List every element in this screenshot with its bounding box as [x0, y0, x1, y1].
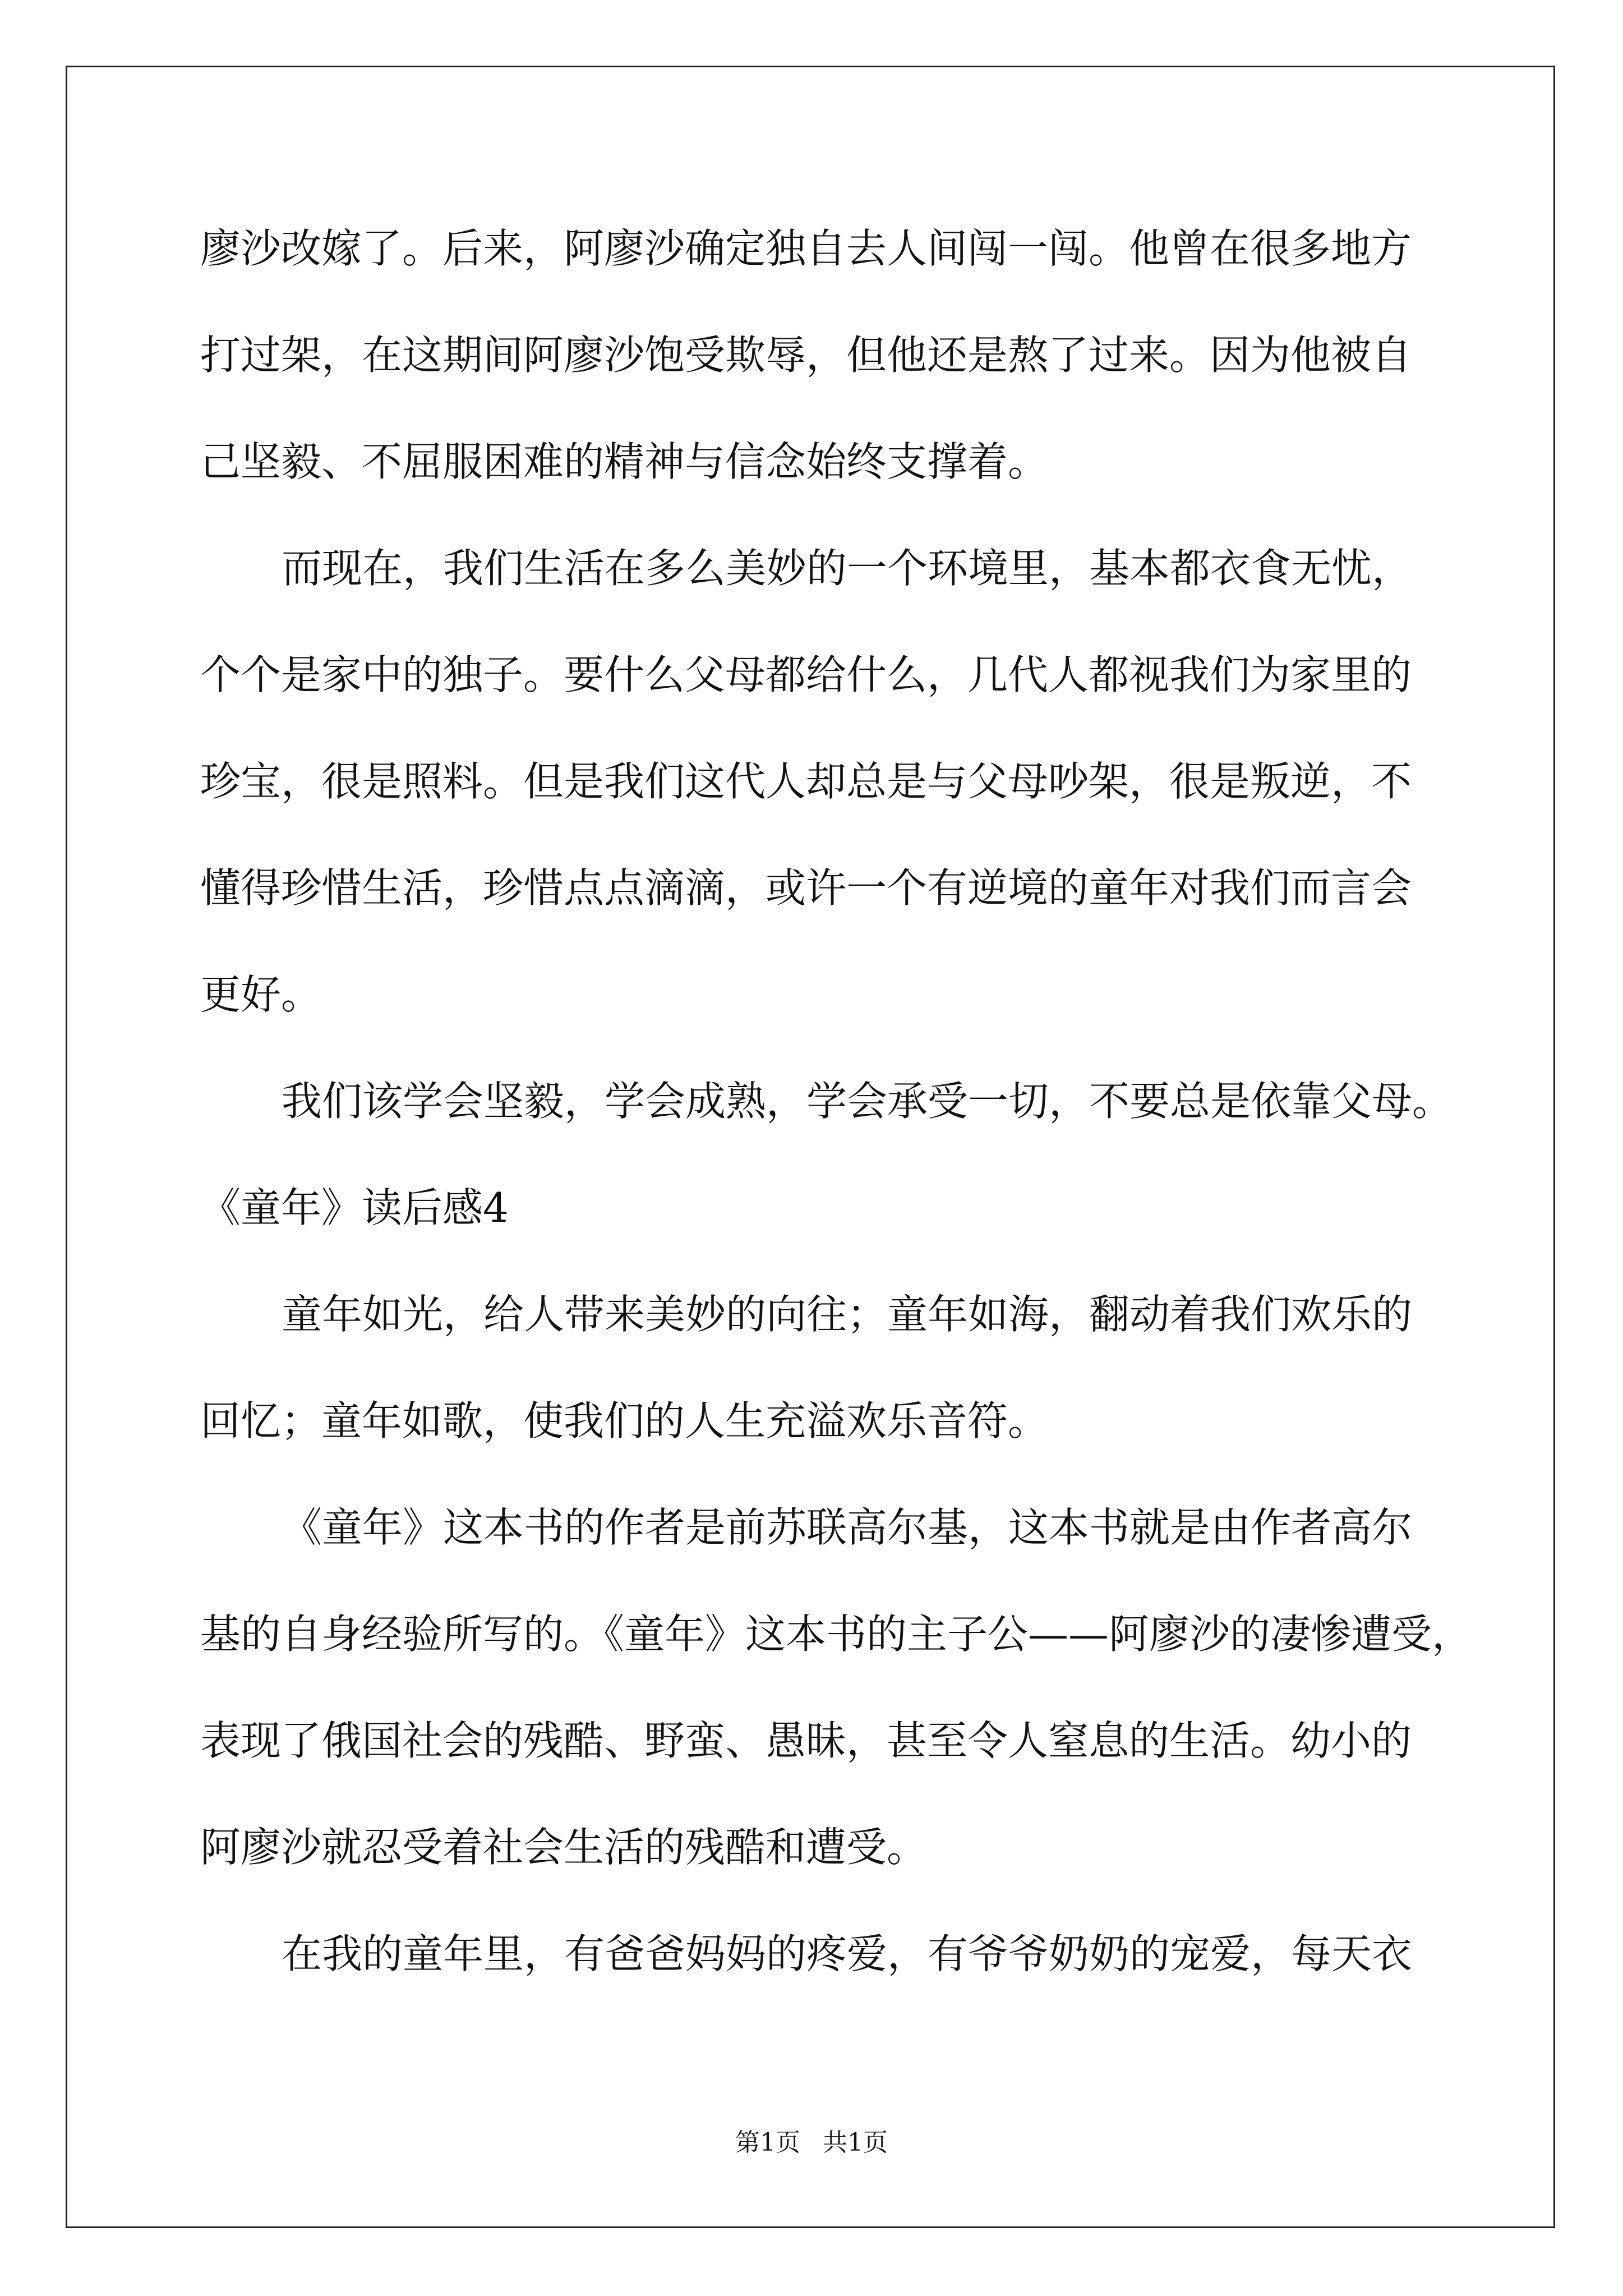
text-line: 而现在，我们生活在多么美妙的一个环境里，基本都衣食无忧，: [282, 545, 1413, 592]
text-line: 阿廖沙就忍受着社会生活的残酷和遭受。: [200, 1824, 928, 1871]
text-line: 懂得珍惜生活，珍惜点点滴滴，或许一个有逆境的童年对我们而言会: [200, 864, 1412, 912]
page-total: 共1页: [823, 2128, 888, 2157]
paragraph: [200, 1474, 1507, 1901]
page-footer: [0, 2126, 1623, 2160]
page-number: 第1页: [735, 2128, 800, 2157]
text-line: 廖沙改嫁了。后来，阿廖沙确定独自去人间闯一闯。他曾在很多地方: [200, 225, 1412, 272]
paragraph: [200, 1048, 1507, 1154]
text-line: 《童年》这本书的作者是前苏联高尔基，这本书就是由作者高尔: [282, 1504, 1413, 1551]
text-line: 我们该学会坚毅，学会成熟，学会承受一切，不要总是依靠父母。: [282, 1078, 1453, 1125]
text-line: 表现了俄国社会的残酷、野蛮、愚昧，甚至令人窒息的生活。幼小的: [200, 1717, 1412, 1764]
text-line: 基的自身经验所写的。《童年》这本书的主子公——阿廖沙的凄惨遭受，: [200, 1611, 1473, 1658]
text-line: 打过架，在这期间阿廖沙饱受欺辱，但他还是熬了过来。因为他被自: [200, 332, 1412, 379]
text-line: 个个是家中的独子。要什么父母都给什么，几代人都视我们为家里的: [200, 651, 1412, 698]
text-line: 童年如光，给人带来美妙的向往；童年如海，翻动着我们欢乐的: [282, 1291, 1413, 1338]
text-line: 己坚毅、不屈服困难的精神与信念始终支撑着。: [200, 438, 1049, 485]
paragraph: [200, 515, 1507, 1048]
text-line: 更好。: [200, 971, 322, 1018]
text-line: 珍宝，很是照料。但是我们这代人却总是与父母吵架，很是叛逆，不: [200, 758, 1412, 805]
document-body: [200, 195, 1507, 2007]
text-line: 在我的童年里，有爸爸妈妈的疼爱，有爷爷奶奶的宠爱，每天衣: [282, 1930, 1413, 1977]
section-title-text: 《童年》读后感4: [200, 1184, 509, 1231]
paragraph: [200, 1261, 1507, 1474]
text-line: 回忆；童年如歌，使我们的人生充溢欢乐音符。: [200, 1397, 1049, 1444]
paragraph: [200, 195, 1507, 515]
paragraph: [200, 1901, 1507, 2007]
section-title: [200, 1154, 1507, 1261]
